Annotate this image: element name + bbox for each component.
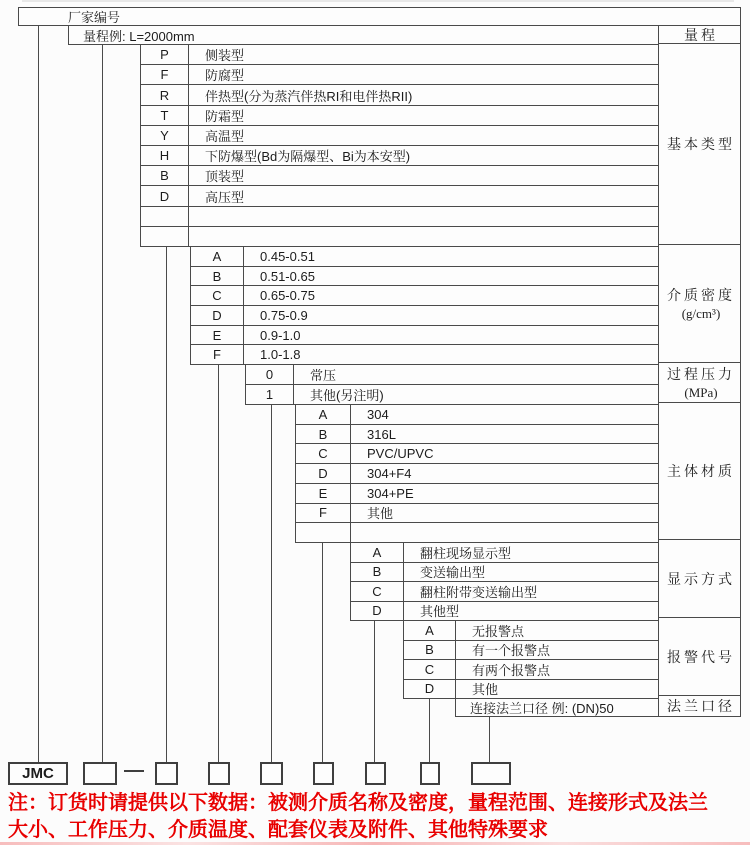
table-row xyxy=(404,621,658,640)
pressure-block xyxy=(245,364,659,405)
category-label-material: 主体材质 xyxy=(659,403,740,541)
code-cell: F xyxy=(141,65,189,84)
desc-cell: 无报警点 xyxy=(472,623,525,639)
table-row xyxy=(141,64,658,84)
category-label-range: 量程 xyxy=(659,26,740,44)
desc-cell: 316L xyxy=(367,426,396,442)
manufacturer-number-row xyxy=(18,7,741,26)
table-row xyxy=(404,640,658,660)
code-cell: B xyxy=(296,425,351,444)
desc-cell: 翻柱现场显示型 xyxy=(420,545,512,561)
table-row xyxy=(296,522,658,542)
range-example-row xyxy=(68,25,659,45)
desc-cell xyxy=(351,523,658,542)
model-code-box-range xyxy=(83,762,117,785)
category-label-flange-size: 法兰口径 xyxy=(667,700,735,715)
code-cell xyxy=(141,227,189,246)
table-row xyxy=(296,405,658,424)
desc-cell: 下防爆型(Bd为隔爆型、Bi为本安型) xyxy=(205,149,411,165)
table-row xyxy=(191,325,658,345)
code-cell: B xyxy=(404,641,456,660)
desc-cell: 0.45-0.51 xyxy=(260,248,315,264)
category-label-density: 介质密度 (g/cm³) xyxy=(659,245,740,363)
table-row xyxy=(191,305,658,325)
table-row xyxy=(296,443,658,463)
connector-line-range xyxy=(102,44,103,762)
desc-cell: PVC/UPVC xyxy=(367,446,434,462)
order-note-line-2: 大小、工作压力、介质温度、配套仪表及附件、其他特殊要求 xyxy=(8,819,548,841)
model-code-box-density xyxy=(208,762,230,785)
density-block xyxy=(190,246,659,365)
desc-cell: 高温型 xyxy=(205,128,245,144)
model-code-box-alarm-code xyxy=(420,762,440,785)
table-row xyxy=(191,247,658,266)
code-cell: C xyxy=(351,582,404,601)
desc-cell: 0.65-0.75 xyxy=(260,288,315,304)
desc-cell: 变送输出型 xyxy=(420,565,486,581)
code-cell: P xyxy=(141,45,189,64)
code-cell xyxy=(141,207,189,226)
category-label-basic-type: 基本类型 xyxy=(659,44,740,245)
code-cell: E xyxy=(296,484,351,503)
code-cell: C xyxy=(404,660,456,679)
table-row xyxy=(351,581,658,601)
manufacturer-number-label: 厂家编号 xyxy=(68,10,121,25)
table-row xyxy=(456,699,658,716)
desc-cell: 1.0-1.8 xyxy=(260,347,301,363)
code-cell: 0 xyxy=(246,365,294,384)
desc-cell: 防腐型 xyxy=(205,68,245,84)
code-cell: Y xyxy=(141,126,189,145)
desc-cell: 0.75-0.9 xyxy=(260,307,308,323)
table-row xyxy=(141,226,658,246)
flange-size-row xyxy=(455,698,659,717)
table-row xyxy=(191,285,658,305)
dash-separator xyxy=(124,770,144,772)
code-cell: A xyxy=(296,405,351,424)
code-cell: R xyxy=(141,85,189,104)
desc-cell: 304+F4 xyxy=(367,466,412,482)
order-note xyxy=(8,790,748,844)
connector-line-material xyxy=(322,542,323,762)
connector-line-display-mode xyxy=(374,620,375,762)
code-cell: T xyxy=(141,106,189,125)
table-row xyxy=(246,384,658,404)
code-cell: H xyxy=(141,146,189,165)
table-row xyxy=(404,679,658,699)
desc-cell: 连接法兰口径 例: (DN)50 xyxy=(470,701,614,716)
table-row xyxy=(141,125,658,145)
desc-cell: 304+PE xyxy=(367,485,414,501)
model-prefix-box: JMC xyxy=(8,762,68,785)
desc-cell: 翻柱附带变送输出型 xyxy=(420,584,538,600)
model-code-box-material xyxy=(313,762,334,785)
code-cell: E xyxy=(191,326,244,345)
connector-line-flange-size xyxy=(489,716,490,762)
category-labels-column xyxy=(658,25,741,717)
table-row xyxy=(191,266,658,286)
material-block xyxy=(295,404,659,543)
table-row xyxy=(296,463,658,483)
category-label-display-mode: 显示方式 xyxy=(659,540,740,618)
desc-cell: 其他 xyxy=(472,682,499,698)
table-row xyxy=(246,365,658,384)
code-cell: B xyxy=(191,267,244,286)
display-mode-block xyxy=(350,542,659,621)
table-row xyxy=(141,84,658,104)
code-cell: A xyxy=(404,621,456,640)
desc-cell: 304 xyxy=(367,406,389,422)
table-row xyxy=(351,543,658,562)
desc-cell: 顶装型 xyxy=(205,169,245,185)
table-row xyxy=(141,165,658,185)
desc-cell: 其他 xyxy=(367,506,394,522)
desc-cell: 其他(另注明) xyxy=(310,388,384,403)
desc-cell xyxy=(189,207,658,226)
code-cell: C xyxy=(191,286,244,305)
table-row xyxy=(141,45,658,64)
code-cell: B xyxy=(351,563,404,582)
table-row xyxy=(351,601,658,621)
desc-cell xyxy=(189,227,658,246)
connector-line-alarm-code xyxy=(429,698,430,762)
table-row xyxy=(296,503,658,523)
table-row xyxy=(141,145,658,165)
table-row xyxy=(351,562,658,582)
desc-cell: 其他型 xyxy=(420,604,460,620)
code-cell: C xyxy=(296,444,351,463)
code-cell: D xyxy=(351,602,404,621)
basic-type-block xyxy=(140,44,659,247)
code-cell: F xyxy=(191,345,244,364)
code-cell: D xyxy=(404,680,456,699)
table-row xyxy=(141,206,658,226)
model-code-box-display-mode xyxy=(365,762,386,785)
code-cell: D xyxy=(191,306,244,325)
table-row xyxy=(191,344,658,364)
order-note-line-1: 注：订货时请提供以下数据：被测介质名称及密度，量程范围、连接形式及法兰 xyxy=(8,792,708,814)
top-edge-artifact xyxy=(22,0,734,2)
code-cell: B xyxy=(141,166,189,185)
connector-line-manufacturer xyxy=(38,25,39,762)
code-cell: A xyxy=(191,247,244,266)
model-code-box-flange-size xyxy=(471,762,511,785)
table-row xyxy=(141,105,658,125)
desc-cell: 0.9-1.0 xyxy=(260,327,301,343)
table-row xyxy=(404,659,658,679)
desc-cell: 防霜型 xyxy=(205,108,245,124)
connector-line-density xyxy=(218,364,219,762)
table-row xyxy=(296,424,658,444)
code-cell: D xyxy=(141,186,189,205)
connector-line-basic-type xyxy=(166,246,167,762)
model-code-box-basic-type xyxy=(155,762,178,785)
code-cell: F xyxy=(296,504,351,523)
desc-cell: 伴热型(分为蒸汽伴热RI和电伴热RII) xyxy=(205,88,413,104)
category-label-pressure: 过程压力 (MPa) xyxy=(659,363,740,403)
model-code-box-pressure xyxy=(260,762,283,785)
code-cell: 1 xyxy=(246,385,294,404)
connector-line-pressure xyxy=(271,404,272,762)
desc-cell: 0.51-0.65 xyxy=(260,268,315,284)
desc-cell: 常压 xyxy=(310,368,337,383)
desc-cell: 有两个报警点 xyxy=(472,662,551,678)
code-cell: D xyxy=(296,464,351,483)
desc-cell: 高压型 xyxy=(205,189,245,205)
table-row xyxy=(141,185,658,205)
category-label-alarm-code: 报警代号 xyxy=(659,618,740,696)
range-example-label: 量程例: L=2000mm xyxy=(83,28,195,44)
code-cell xyxy=(296,523,351,542)
alarm-code-block xyxy=(403,620,659,699)
code-cell: A xyxy=(351,543,404,562)
desc-cell: 有一个报警点 xyxy=(472,643,551,659)
desc-cell: 侧装型 xyxy=(205,48,245,64)
table-row xyxy=(296,483,658,503)
